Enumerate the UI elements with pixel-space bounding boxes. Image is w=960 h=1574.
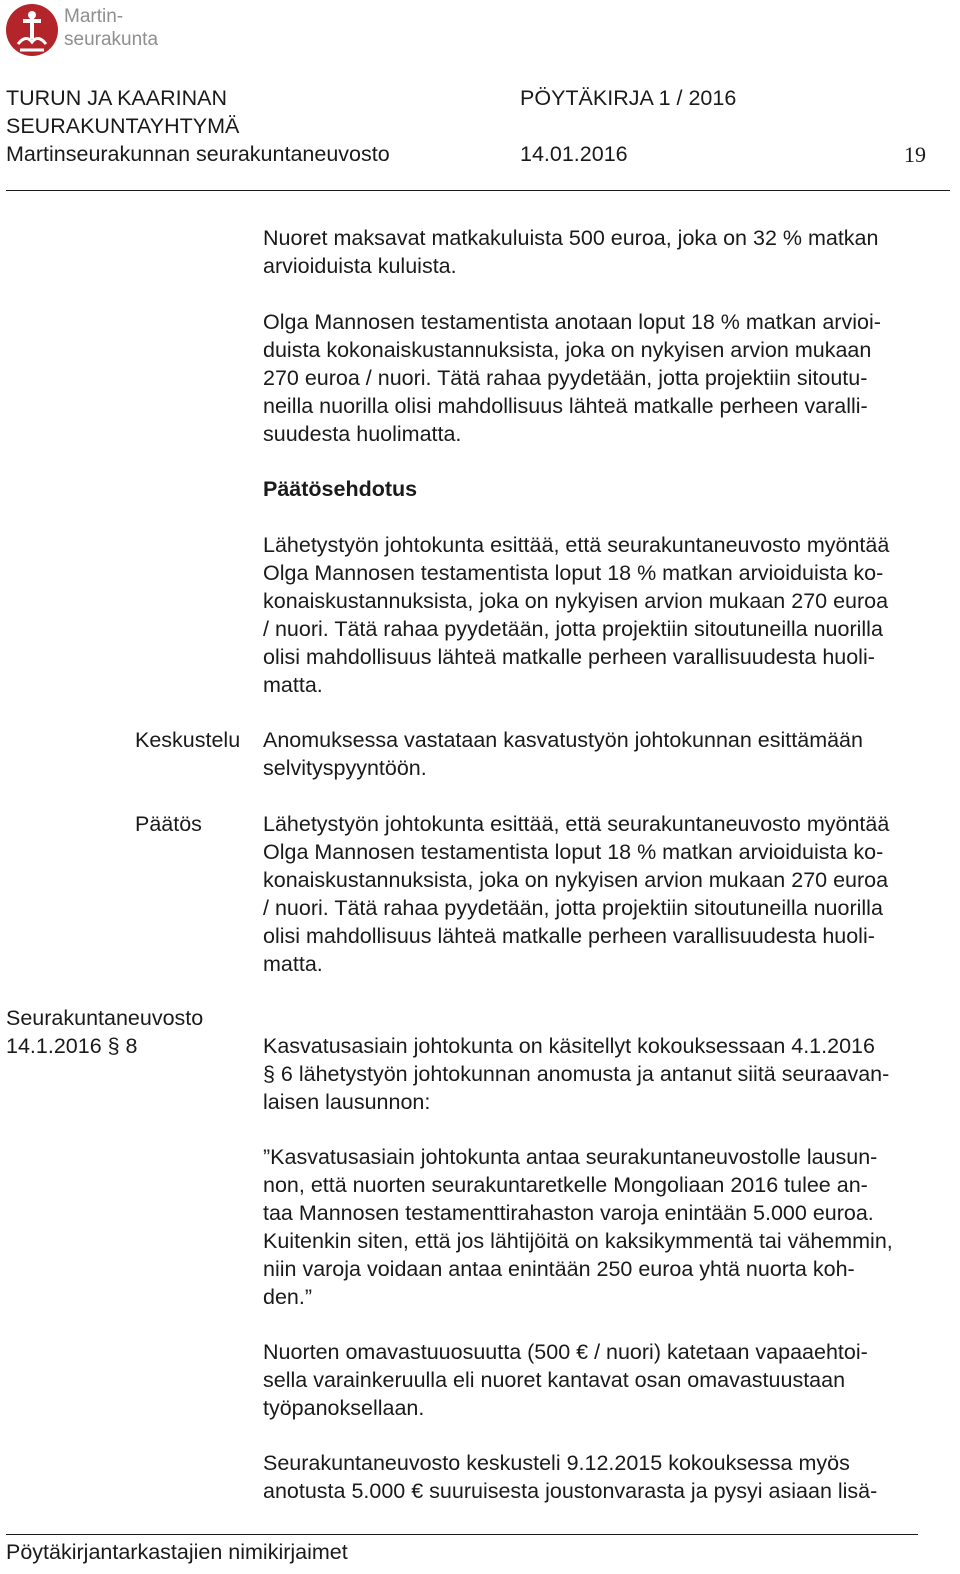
text-line: matta.: [263, 952, 323, 976]
text-line: Olga Mannosen testamentista anotaan loput 18 % matkan arvioi-: [263, 310, 881, 334]
text-line: olisi mahdollisuus lähteä matkalle perheen varallisuudesta huoli-: [263, 924, 875, 948]
paragraph-committee-statement: [263, 1032, 960, 1116]
text-line: duista kokonaiskustannuksista, joka on nykyisen arvion mukaan: [263, 338, 872, 362]
paragraph-discussion: [263, 726, 960, 782]
text-line: matta.: [263, 673, 323, 697]
paragraph-quoted-statement: [263, 1143, 960, 1311]
org-name-line1: TURUN JA KAARINAN: [6, 86, 228, 110]
reference-label-line1: Seurakuntaneuvosto: [6, 1006, 204, 1030]
logo-text-line1: Martin-: [64, 6, 124, 27]
paragraph-council-discussion: [263, 1449, 960, 1505]
paragraph-proposal: [263, 531, 960, 699]
text-line: Seurakuntaneuvosto keskusteli 9.12.2015 kokouksessa myös: [263, 1451, 850, 1475]
discussion-label: Keskustelu: [135, 728, 241, 752]
text-line: ”Kasvatusasiain johtokunta antaa seurakuntaneuvostolle lausun-: [263, 1145, 878, 1169]
parish-logo-emblem: [6, 4, 58, 56]
paragraph-testament-request: [263, 308, 960, 448]
reference-label-line2: 14.1.2016 § 8: [6, 1034, 138, 1058]
text-line: Lähetystyön johtokunta esittää, että seurakuntaneuvosto myöntää: [263, 812, 890, 836]
document-title: PÖYTÄKIRJA 1 / 2016: [520, 86, 737, 110]
meeting-date: 14.01.2016: [520, 142, 628, 166]
text-line: Kasvatusasiain johtokunta on käsitellyt kokouksessaan 4.1.2016: [263, 1034, 875, 1058]
proposal-heading: Päätösehdotus: [263, 477, 418, 501]
church-cross-icon: [6, 4, 58, 56]
text-line: Olga Mannosen testamentista loput 18 % matkan arvioiduista ko-: [263, 840, 884, 864]
body-name: Martinseurakunnan seurakuntaneuvosto: [6, 142, 390, 166]
initials-label: Pöytäkirjantarkastajien nimikirjaimet: [6, 1540, 348, 1564]
text-line: non, että nuorten seurakuntaretkelle Mongoliaan 2016 tulee an-: [263, 1173, 868, 1197]
text-line: Olga Mannosen testamentista loput 18 % matkan arvioiduista ko-: [263, 561, 884, 585]
text-line: neilla nuorilla olisi mahdollisuus lähteä matkalle perheen varalli-: [263, 394, 868, 418]
text-line: olisi mahdollisuus lähteä matkalle perheen varallisuudesta huoli-: [263, 645, 875, 669]
footer-divider: [6, 1534, 918, 1535]
decision-label: Päätös: [135, 812, 202, 836]
text-line: / nuori. Tätä rahaa pyydetään, jotta projektiin sitoutuneilla nuorilla: [263, 896, 883, 920]
logo-text-line2: seurakunta: [64, 29, 159, 50]
text-line: Kuitenkin siten, että jos lähtijöitä on kaksikymmentä tai vähemmin,: [263, 1229, 893, 1253]
text-line: konaiskustannuksista, joka on nykyisen arvion mukaan 270 euroa: [263, 589, 889, 613]
paragraph-youth-costs: [263, 224, 960, 280]
header-divider: [6, 190, 950, 191]
text-line: taa Mannosen testamenttirahaston varoja enintään 5.000 euroa.: [263, 1201, 874, 1225]
text-line: 270 euroa / nuori. Tätä rahaa pyydetään, jotta projektiin sitoutu-: [263, 366, 868, 390]
text-line: selvityspyyntöön.: [263, 756, 427, 780]
text-line: Nuorten omavastuuosuutta (500 € / nuori) katetaan vapaaehtoi-: [263, 1340, 868, 1364]
text-line: Nuoret maksavat matkakuluista 500 euroa, joka on 32 % matkan: [263, 226, 879, 250]
text-line: työpanoksellaan.: [263, 1396, 425, 1420]
text-line: Anomuksessa vastataan kasvatustyön johtokunnan esittämään: [263, 728, 863, 752]
paragraph-self-financing: [263, 1338, 960, 1422]
org-name-line2: SEURAKUNTAYHTYMÄ: [6, 114, 240, 138]
text-line: / nuori. Tätä rahaa pyydetään, jotta projektiin sitoutuneilla nuorilla: [263, 617, 883, 641]
text-line: arvioiduista kuluista.: [263, 254, 457, 278]
text-line: den.”: [263, 1285, 313, 1309]
text-line: niin varoja voidaan antaa enintään 250 euroa yhtä nuorta koh-: [263, 1257, 855, 1281]
text-line: laisen lausunnon:: [263, 1090, 431, 1114]
text-line: suudesta huolimatta.: [263, 422, 462, 446]
paragraph-decision: [263, 810, 960, 978]
text-line: § 6 lähetystyön johtokunnan anomusta ja antanut siitä seuraavan-: [263, 1062, 890, 1086]
text-line: sella varainkeruulla eli nuoret kantavat osan omavastuustaan: [263, 1368, 846, 1392]
text-line: Lähetystyön johtokunta esittää, että seurakuntaneuvosto myöntää: [263, 533, 890, 557]
text-line: konaiskustannuksista, joka on nykyisen arvion mukaan 270 euroa: [263, 868, 889, 892]
page-number: 19: [904, 142, 926, 167]
text-line: anotusta 5.000 € suuruisesta joustonvarasta ja pysyi asiaan lisä-: [263, 1479, 878, 1503]
